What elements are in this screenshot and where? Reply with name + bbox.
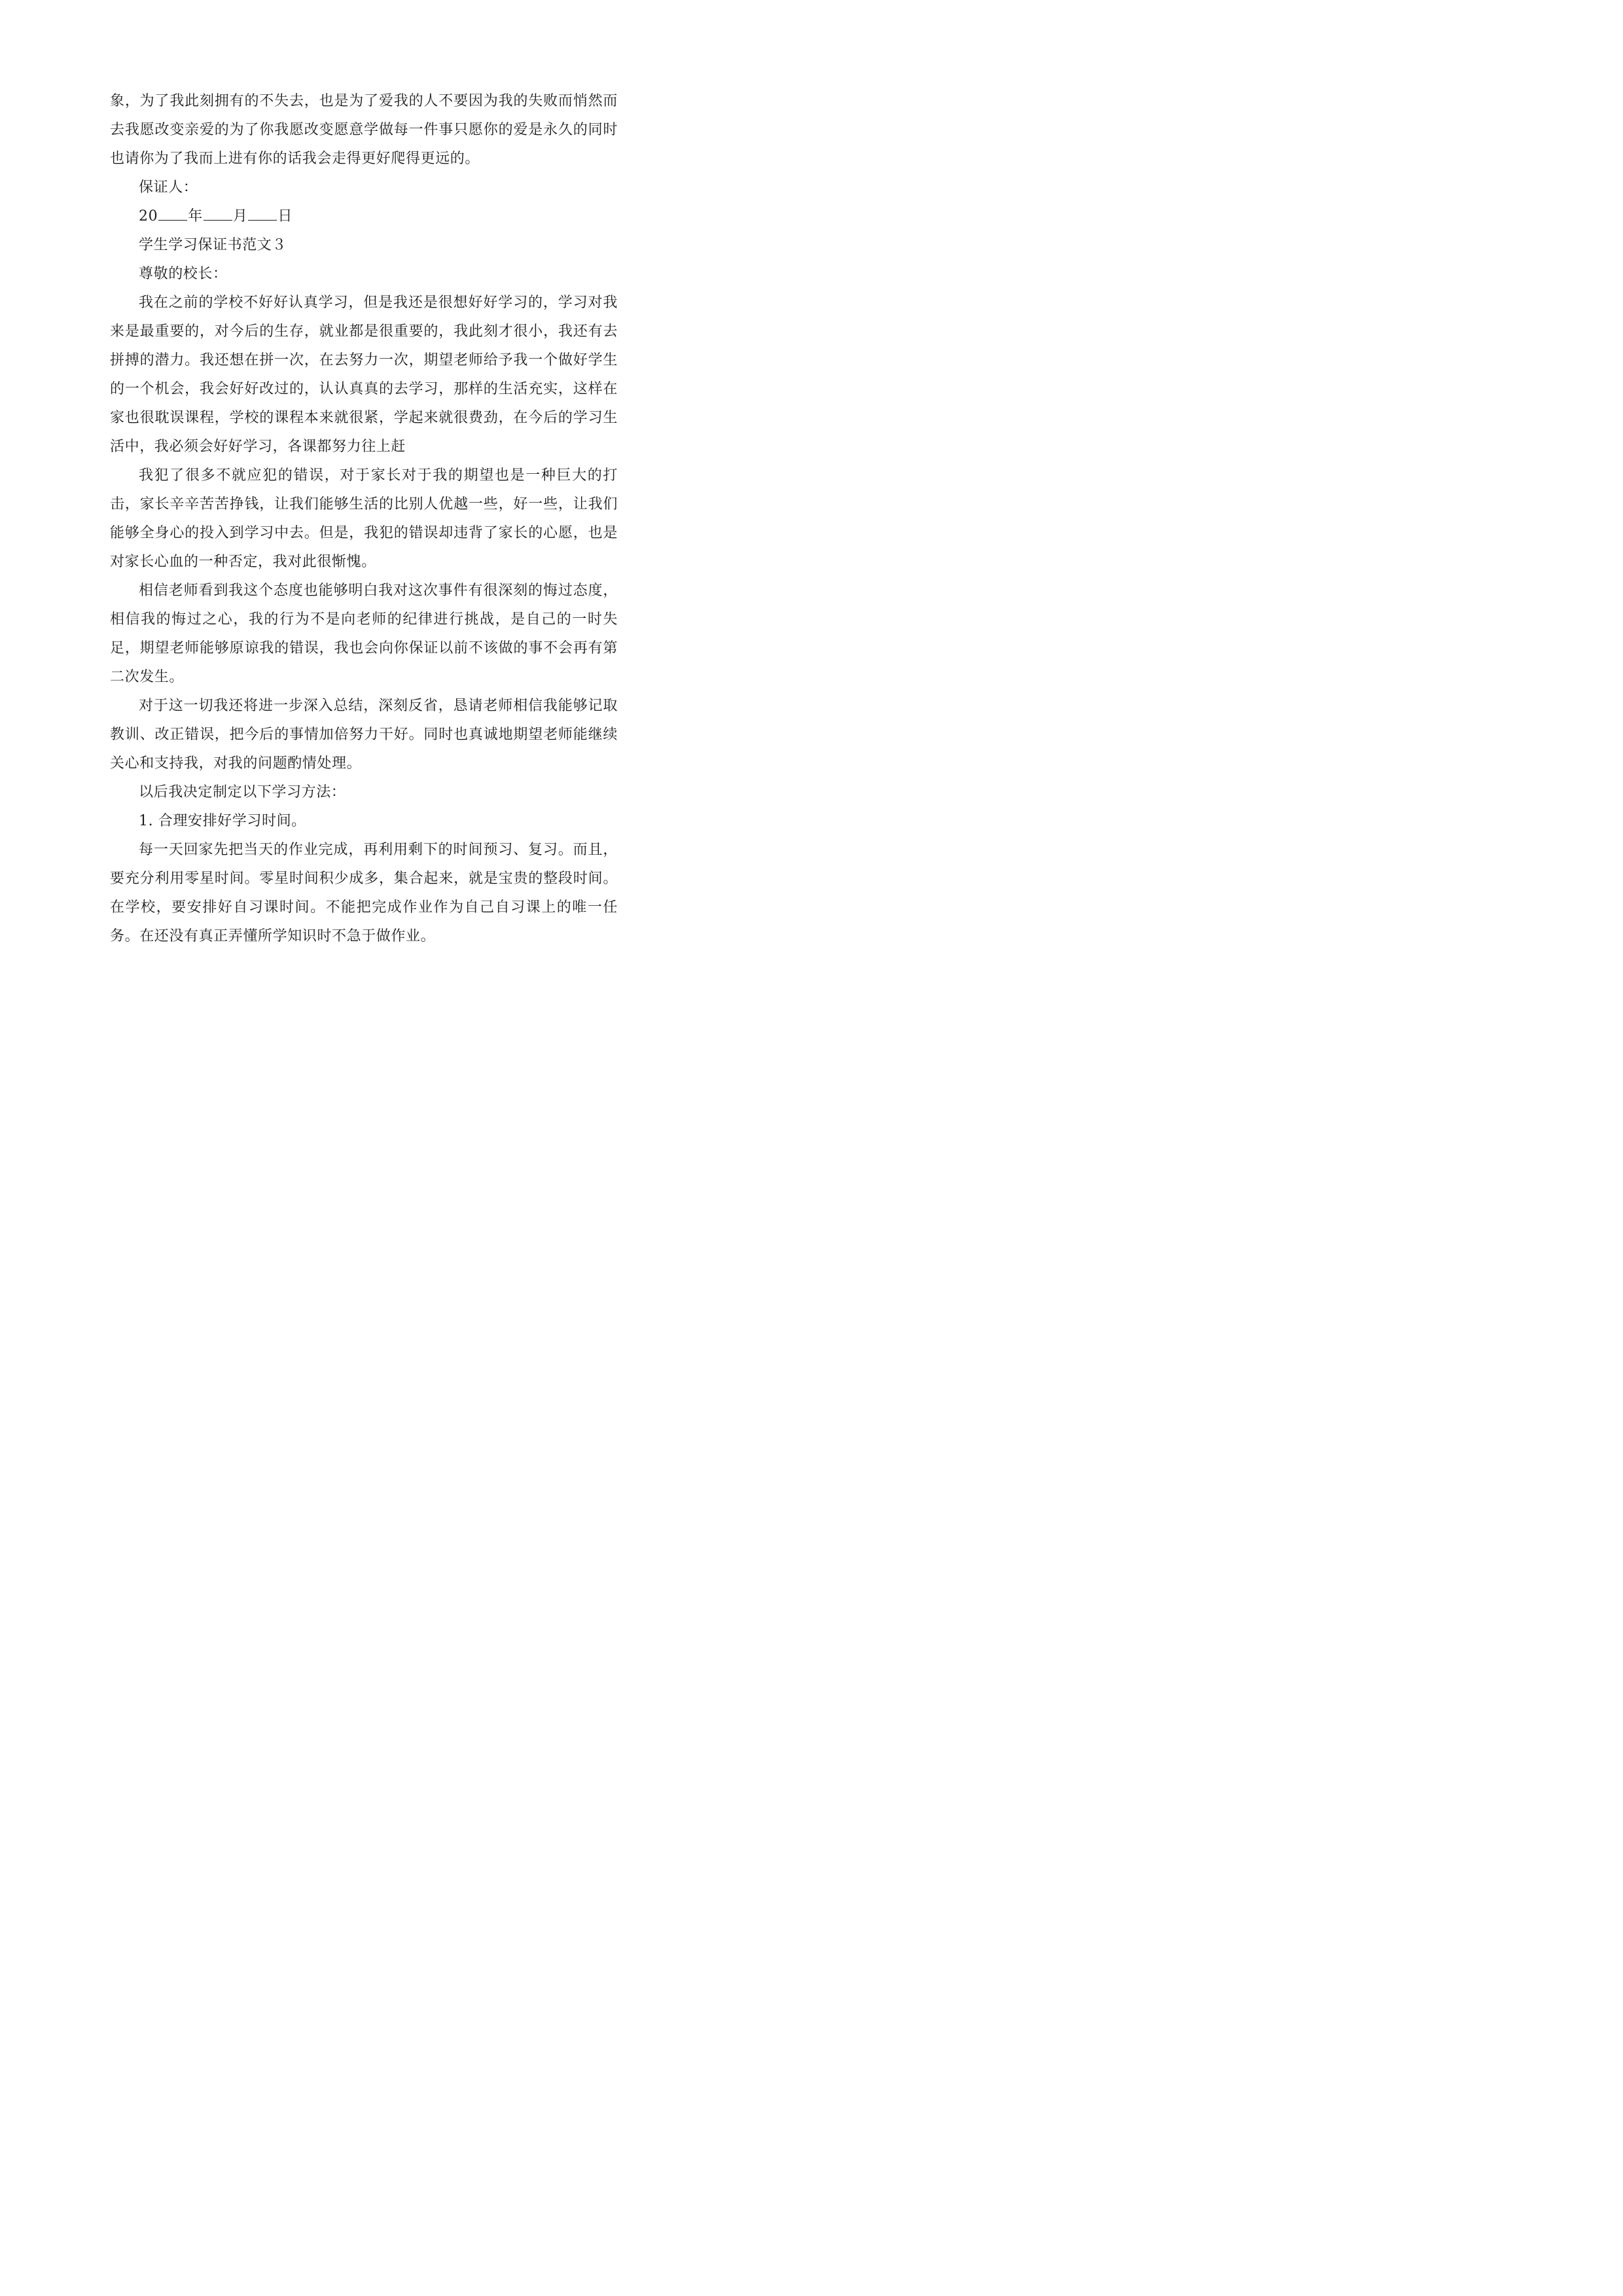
month-blank: [204, 203, 232, 221]
section-title: 学生学习保证书范文３: [139, 237, 287, 253]
paragraph: 对于这一切我还将进一步深入总结，深刻反省，恳请老师相信我能够记取教训、改正错误，把今后的事情加倍努力干好。同时也真诚地期望老师能继续关心和支持我，对我的问题酌情处理。: [110, 698, 618, 772]
paragraph: 我在之前的学校不好好认真学习，但是我还是很想好好学习的，学习对我来是最重要的，对今后的生存，就业都是很重要的，我此刻才很小，我还有去拼搏的潜力。我还想在拼一次，在去努力一次，期望老师给予我一个做好学生的一个机会，我会好好改过的，认认真真的去学习，那样的生活充实，这样在家也很耽误课程，学校的课程本来就很紧，学起来就很费劲，在今后的学习生活中，我必须会好好学习，各课都努力往上赶: [110, 295, 618, 455]
guarantor-label: 保证人：: [139, 179, 198, 196]
date-month-label: 月: [232, 208, 248, 224]
date-year-label: 年: [188, 208, 203, 224]
paragraph-continuation: 象，为了我此刻拥有的不失去，也是为了爱我的人不要因为我的失败而悄然而去我愿改变亲爱的为了你我愿改变愿意学做每一件事只愿你的爱是永久的同时也请你为了我而上进有你的话我会走得更好爬得更远的。: [110, 93, 618, 167]
paragraph: 每一天回家先把当天的作业完成，再利用剩下的时间预习、复习。而且，要充分利用零星时间。零星时间积少成多，集合起来，就是宝贵的整段时间。在学校，要安排好自习课时间。不能把完成作业作为自己自习课上的唯一任务。在还没有真正弄懂所学知识时不急于做作业。: [110, 842, 618, 944]
salutation: 尊敬的校长：: [139, 266, 228, 282]
paragraph: 我犯了很多不就应犯的错误，对于家长对于我的期望也是一种巨大的打击，家长辛辛苦苦挣钱，让我们能够生活的比别人优越一些，好一些，让我们能够全身心的投入到学习中去。但是，我犯的错误却违背了家长的心愿，也是对家长心血的一种否定，我对此很惭愧。: [110, 467, 618, 570]
date-line: [110, 202, 618, 231]
list-item: 1. 合理安排好学习时间。: [139, 813, 306, 829]
document-body: [110, 87, 618, 951]
paragraph: 以后我决定制定以下学习方法：: [139, 784, 346, 800]
date-day-label: 日: [277, 208, 293, 224]
document-page: [0, 0, 726, 1026]
date-year-prefix: 20: [139, 208, 158, 224]
year-blank: [158, 203, 187, 221]
day-blank: [248, 203, 277, 221]
paragraph: 相信老师看到我这个态度也能够明白我对这次事件有很深刻的悔过态度，相信我的悔过之心，我的行为不是向老师的纪律进行挑战，是自己的一时失足，期望老师能够原谅我的错误，我也会向你保证以前不该做的事不会再有第二次发生。: [110, 583, 618, 685]
